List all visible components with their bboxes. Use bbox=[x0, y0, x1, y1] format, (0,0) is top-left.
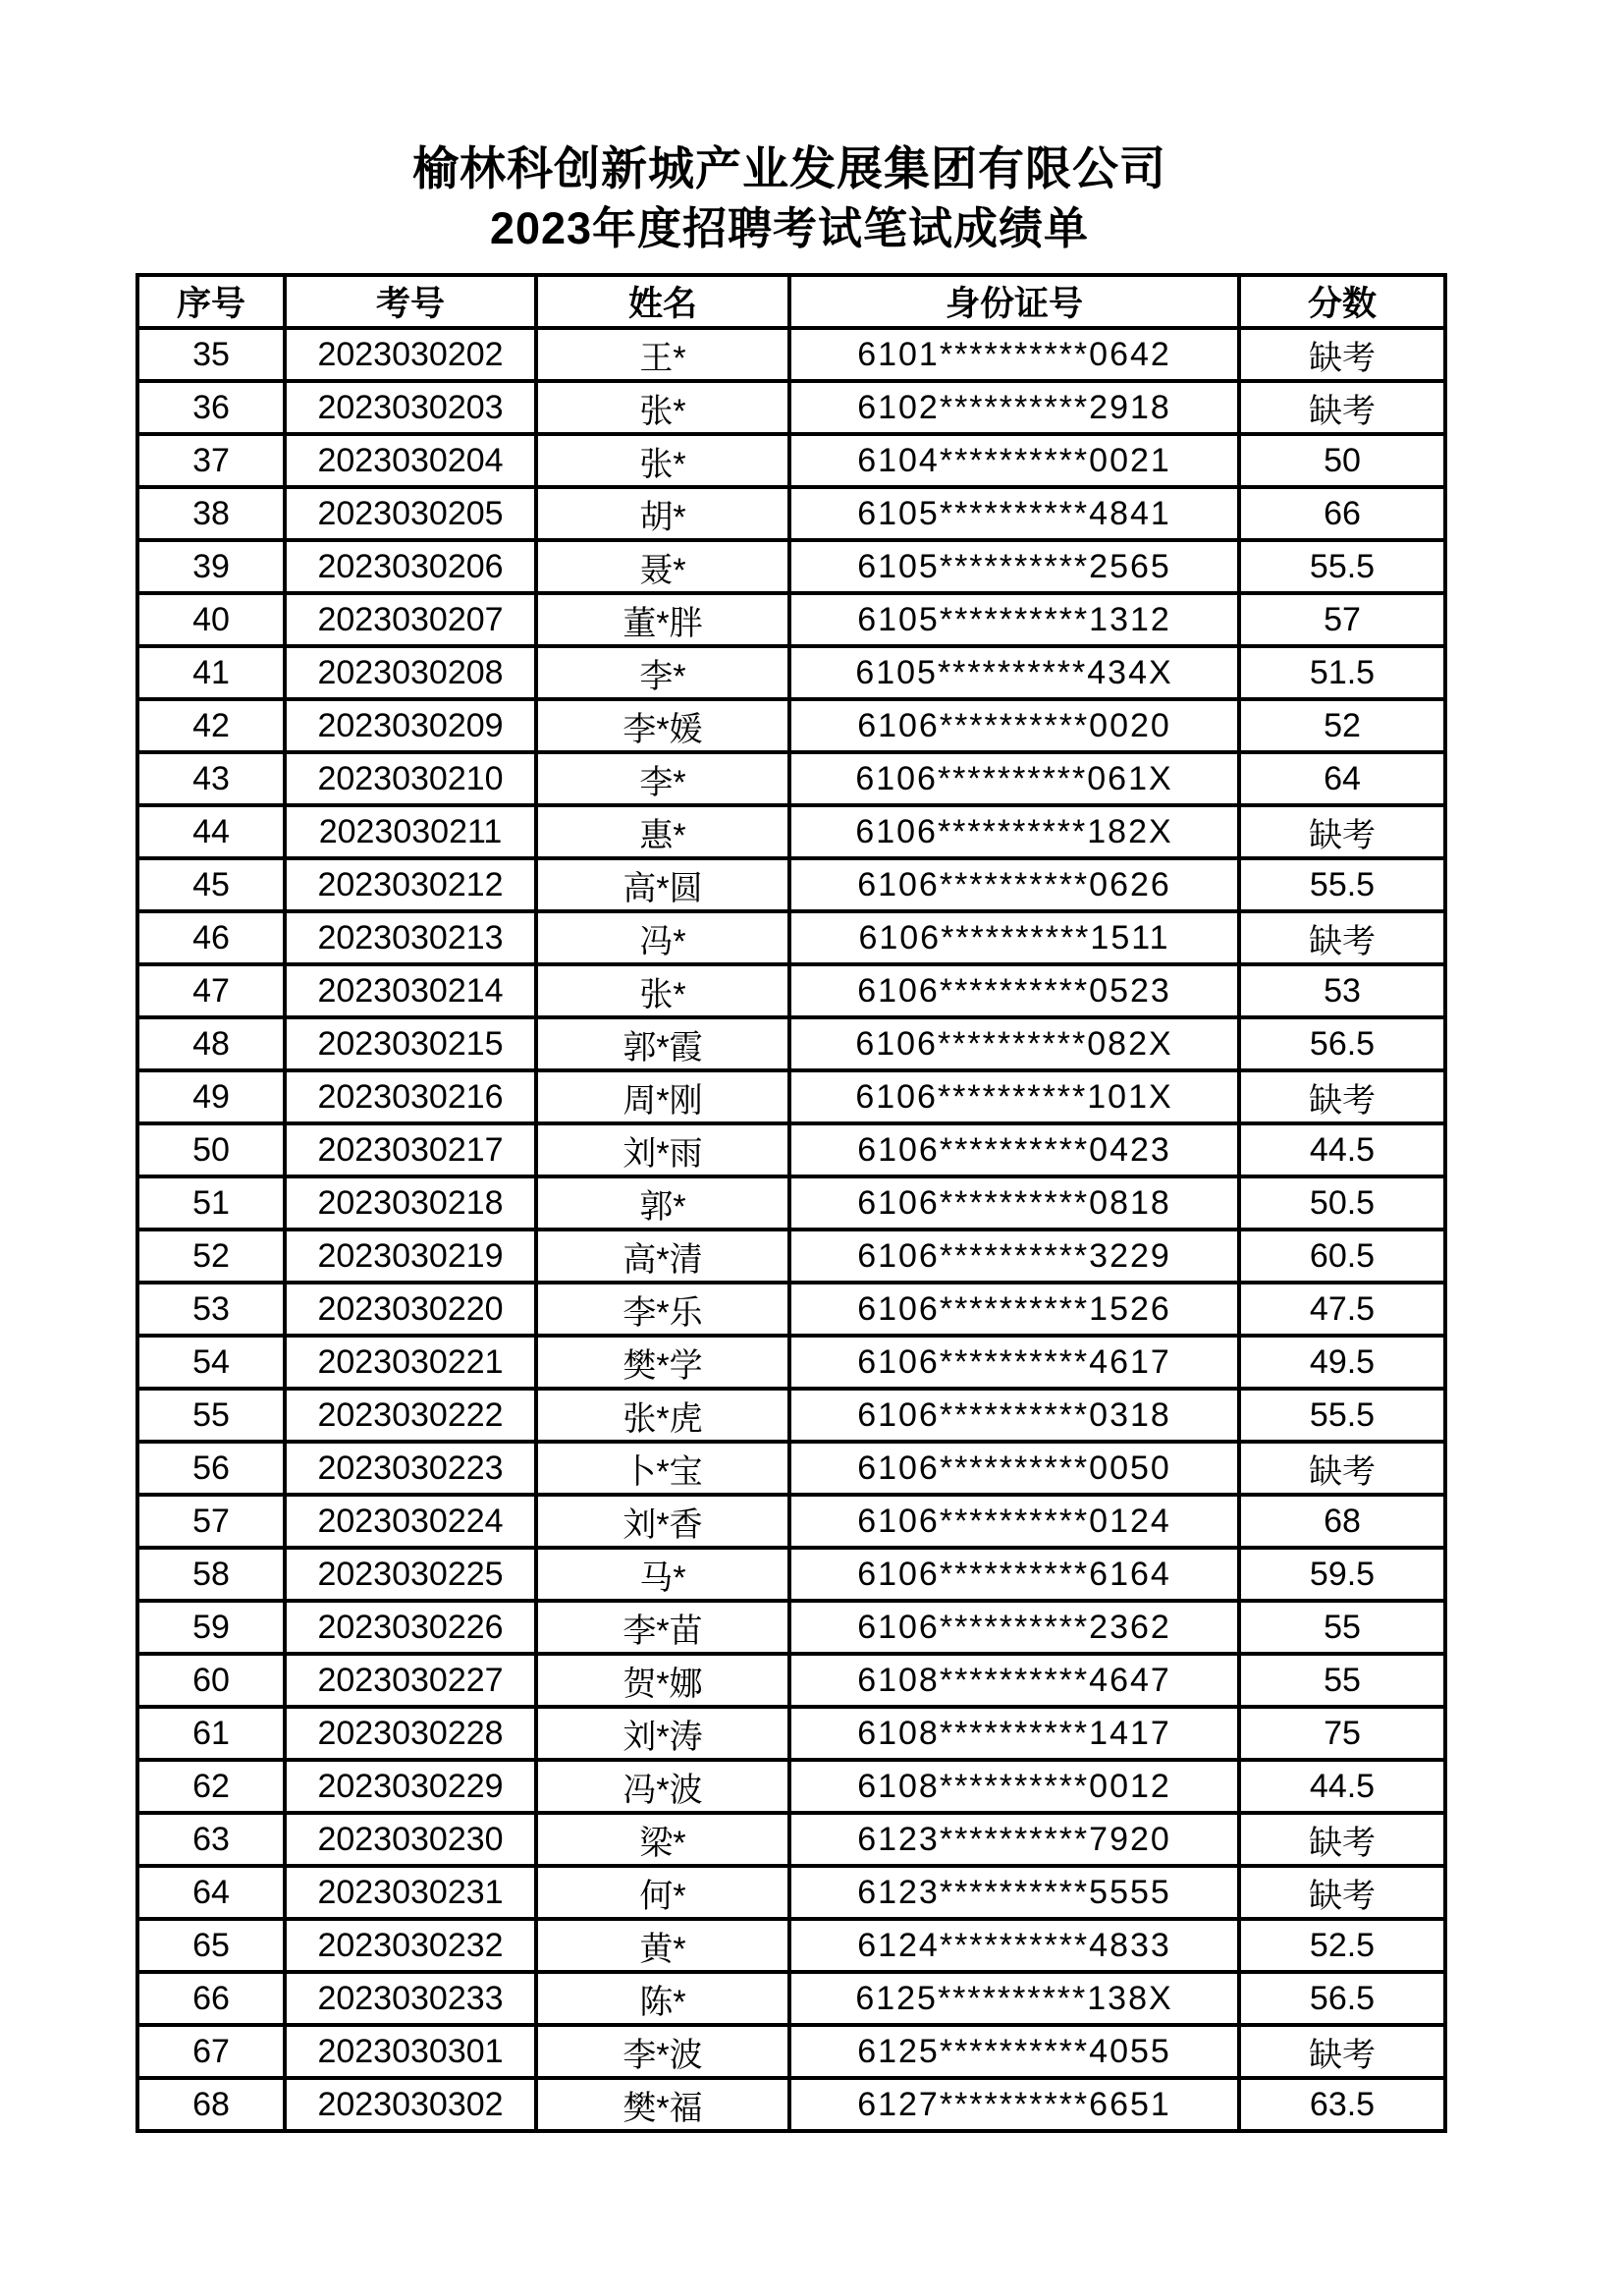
cell-name: 聂* bbox=[536, 540, 789, 593]
cell-id-number: 6102**********2918 bbox=[789, 381, 1239, 434]
cell-name: 董*胖 bbox=[536, 593, 789, 646]
cell-exam-no: 2023030206 bbox=[285, 540, 536, 593]
table-row bbox=[137, 1495, 1445, 1548]
cell-index: 62 bbox=[137, 1760, 285, 1813]
cell-exam-no: 2023030233 bbox=[285, 1972, 536, 2025]
table-row bbox=[137, 1283, 1445, 1336]
cell-index: 61 bbox=[137, 1707, 285, 1760]
cell-name: 贺*娜 bbox=[536, 1654, 789, 1707]
table-row bbox=[137, 540, 1445, 593]
cell-name: 张* bbox=[536, 964, 789, 1017]
table-row bbox=[137, 1123, 1445, 1176]
table-row bbox=[137, 381, 1445, 434]
cell-exam-no: 2023030215 bbox=[285, 1017, 536, 1070]
cell-name: 马* bbox=[536, 1548, 789, 1601]
cell-index: 45 bbox=[137, 858, 285, 911]
cell-name: 胡* bbox=[536, 487, 789, 540]
cell-score: 44.5 bbox=[1239, 1760, 1445, 1813]
table-row bbox=[137, 1760, 1445, 1813]
cell-score: 55.5 bbox=[1239, 540, 1445, 593]
cell-score: 缺考 bbox=[1239, 805, 1445, 858]
cell-exam-no: 2023030216 bbox=[285, 1070, 536, 1123]
cell-index: 50 bbox=[137, 1123, 285, 1176]
cell-score: 56.5 bbox=[1239, 1972, 1445, 2025]
cell-exam-no: 2023030209 bbox=[285, 699, 536, 752]
cell-exam-no: 2023030202 bbox=[285, 328, 536, 381]
table-row bbox=[137, 2078, 1445, 2131]
table-row bbox=[137, 1813, 1445, 1866]
cell-exam-no: 2023030226 bbox=[285, 1601, 536, 1654]
cell-index: 47 bbox=[137, 964, 285, 1017]
table-row bbox=[137, 1866, 1445, 1919]
cell-name: 黄* bbox=[536, 1919, 789, 1972]
cell-id-number: 6105**********434X bbox=[789, 646, 1239, 699]
cell-id-number: 6101**********0642 bbox=[789, 328, 1239, 381]
table-row bbox=[137, 1389, 1445, 1442]
cell-id-number: 6106**********0818 bbox=[789, 1176, 1239, 1230]
cell-exam-no: 2023030232 bbox=[285, 1919, 536, 1972]
cell-index: 52 bbox=[137, 1230, 285, 1283]
cell-id-number: 6106**********0626 bbox=[789, 858, 1239, 911]
cell-exam-no: 2023030207 bbox=[285, 593, 536, 646]
cell-score: 60.5 bbox=[1239, 1230, 1445, 1283]
cell-index: 57 bbox=[137, 1495, 285, 1548]
cell-index: 58 bbox=[137, 1548, 285, 1601]
cell-index: 68 bbox=[137, 2078, 285, 2131]
cell-id-number: 6106**********0020 bbox=[789, 699, 1239, 752]
cell-index: 42 bbox=[137, 699, 285, 752]
cell-score: 缺考 bbox=[1239, 1442, 1445, 1495]
cell-exam-no: 2023030217 bbox=[285, 1123, 536, 1176]
column-header-id-number: 身份证号 bbox=[789, 275, 1239, 328]
cell-index: 59 bbox=[137, 1601, 285, 1654]
cell-id-number: 6106**********0050 bbox=[789, 1442, 1239, 1495]
cell-score: 52.5 bbox=[1239, 1919, 1445, 1972]
cell-id-number: 6106**********1511 bbox=[789, 911, 1239, 964]
cell-exam-no: 2023030225 bbox=[285, 1548, 536, 1601]
cell-index: 64 bbox=[137, 1866, 285, 1919]
cell-score: 64 bbox=[1239, 752, 1445, 805]
cell-index: 54 bbox=[137, 1336, 285, 1389]
table-row bbox=[137, 699, 1445, 752]
header-row bbox=[137, 275, 1445, 328]
cell-name: 刘*香 bbox=[536, 1495, 789, 1548]
cell-exam-no: 2023030213 bbox=[285, 911, 536, 964]
cell-name: 樊*福 bbox=[536, 2078, 789, 2131]
cell-id-number: 6106**********0423 bbox=[789, 1123, 1239, 1176]
cell-exam-no: 2023030210 bbox=[285, 752, 536, 805]
cell-name: 李*苗 bbox=[536, 1601, 789, 1654]
cell-index: 43 bbox=[137, 752, 285, 805]
cell-score: 49.5 bbox=[1239, 1336, 1445, 1389]
cell-exam-no: 2023030222 bbox=[285, 1389, 536, 1442]
table-row bbox=[137, 1654, 1445, 1707]
cell-index: 46 bbox=[137, 911, 285, 964]
cell-id-number: 6106**********1526 bbox=[789, 1283, 1239, 1336]
column-header-score: 分数 bbox=[1239, 275, 1445, 328]
cell-index: 60 bbox=[137, 1654, 285, 1707]
cell-id-number: 6106**********2362 bbox=[789, 1601, 1239, 1654]
cell-index: 49 bbox=[137, 1070, 285, 1123]
document-title: 榆林科创新城产业发展集团有限公司 bbox=[412, 142, 1166, 194]
cell-score: 52 bbox=[1239, 699, 1445, 752]
cell-name: 高*圆 bbox=[536, 858, 789, 911]
cell-score: 59.5 bbox=[1239, 1548, 1445, 1601]
table-row bbox=[137, 487, 1445, 540]
table-row bbox=[137, 964, 1445, 1017]
cell-exam-no: 2023030221 bbox=[285, 1336, 536, 1389]
cell-exam-no: 2023030227 bbox=[285, 1654, 536, 1707]
cell-id-number: 6106**********4617 bbox=[789, 1336, 1239, 1389]
column-header-index: 序号 bbox=[137, 275, 285, 328]
cell-index: 51 bbox=[137, 1176, 285, 1230]
table-row bbox=[137, 805, 1445, 858]
cell-index: 39 bbox=[137, 540, 285, 593]
cell-name: 刘*涛 bbox=[536, 1707, 789, 1760]
column-header-name: 姓名 bbox=[536, 275, 789, 328]
cell-name: 卜*宝 bbox=[536, 1442, 789, 1495]
cell-index: 55 bbox=[137, 1389, 285, 1442]
table-row bbox=[137, 1548, 1445, 1601]
cell-exam-no: 2023030230 bbox=[285, 1813, 536, 1866]
table-row bbox=[137, 593, 1445, 646]
cell-name: 樊*学 bbox=[536, 1336, 789, 1389]
cell-name: 刘*雨 bbox=[536, 1123, 789, 1176]
cell-name: 冯*波 bbox=[536, 1760, 789, 1813]
cell-id-number: 6106**********082X bbox=[789, 1017, 1239, 1070]
cell-score: 47.5 bbox=[1239, 1283, 1445, 1336]
cell-index: 38 bbox=[137, 487, 285, 540]
cell-name: 郭*霞 bbox=[536, 1017, 789, 1070]
cell-id-number: 6125**********4055 bbox=[789, 2025, 1239, 2078]
cell-id-number: 6106**********101X bbox=[789, 1070, 1239, 1123]
cell-score: 缺考 bbox=[1239, 1866, 1445, 1919]
cell-score: 63.5 bbox=[1239, 2078, 1445, 2131]
table-row bbox=[137, 1176, 1445, 1230]
cell-exam-no: 2023030214 bbox=[285, 964, 536, 1017]
cell-id-number: 6124**********4833 bbox=[789, 1919, 1239, 1972]
cell-exam-no: 2023030211 bbox=[285, 805, 536, 858]
cell-name: 李* bbox=[536, 752, 789, 805]
cell-id-number: 6104**********0021 bbox=[789, 434, 1239, 487]
cell-index: 53 bbox=[137, 1283, 285, 1336]
cell-score: 55 bbox=[1239, 1601, 1445, 1654]
cell-name: 高*清 bbox=[536, 1230, 789, 1283]
cell-score: 50.5 bbox=[1239, 1176, 1445, 1230]
cell-score: 缺考 bbox=[1239, 1070, 1445, 1123]
cell-name: 李*媛 bbox=[536, 699, 789, 752]
score-table bbox=[135, 273, 1447, 2133]
cell-score: 53 bbox=[1239, 964, 1445, 1017]
cell-name: 郭* bbox=[536, 1176, 789, 1230]
cell-id-number: 6106**********3229 bbox=[789, 1230, 1239, 1283]
cell-id-number: 6105**********1312 bbox=[789, 593, 1239, 646]
cell-exam-no: 2023030208 bbox=[285, 646, 536, 699]
cell-index: 35 bbox=[137, 328, 285, 381]
cell-name: 何* bbox=[536, 1866, 789, 1919]
cell-score: 56.5 bbox=[1239, 1017, 1445, 1070]
table-row bbox=[137, 646, 1445, 699]
cell-score: 55 bbox=[1239, 1654, 1445, 1707]
cell-exam-no: 2023030302 bbox=[285, 2078, 536, 2131]
document-page bbox=[135, 0, 1443, 2133]
cell-exam-no: 2023030231 bbox=[285, 1866, 536, 1919]
document-subtitle: 2023年度招聘考试笔试成绩单 bbox=[489, 203, 1090, 253]
cell-name: 李* bbox=[536, 646, 789, 699]
cell-index: 63 bbox=[137, 1813, 285, 1866]
table-row bbox=[137, 1070, 1445, 1123]
cell-id-number: 6105**********4841 bbox=[789, 487, 1239, 540]
cell-score: 51.5 bbox=[1239, 646, 1445, 699]
cell-id-number: 6108**********0012 bbox=[789, 1760, 1239, 1813]
table-row bbox=[137, 752, 1445, 805]
cell-exam-no: 2023030223 bbox=[285, 1442, 536, 1495]
cell-id-number: 6106**********0124 bbox=[789, 1495, 1239, 1548]
cell-index: 44 bbox=[137, 805, 285, 858]
table-row bbox=[137, 1972, 1445, 2025]
cell-index: 37 bbox=[137, 434, 285, 487]
cell-index: 41 bbox=[137, 646, 285, 699]
table-row bbox=[137, 434, 1445, 487]
cell-name: 陈* bbox=[536, 1972, 789, 2025]
cell-score: 缺考 bbox=[1239, 1813, 1445, 1866]
cell-exam-no: 2023030219 bbox=[285, 1230, 536, 1283]
table-row bbox=[137, 1601, 1445, 1654]
cell-score: 57 bbox=[1239, 593, 1445, 646]
cell-exam-no: 2023030204 bbox=[285, 434, 536, 487]
cell-score: 66 bbox=[1239, 487, 1445, 540]
cell-exam-no: 2023030218 bbox=[285, 1176, 536, 1230]
cell-score: 68 bbox=[1239, 1495, 1445, 1548]
cell-name: 张* bbox=[536, 381, 789, 434]
cell-id-number: 6127**********6651 bbox=[789, 2078, 1239, 2131]
cell-name: 惠* bbox=[536, 805, 789, 858]
cell-id-number: 6106**********0318 bbox=[789, 1389, 1239, 1442]
table-row bbox=[137, 1017, 1445, 1070]
cell-exam-no: 2023030224 bbox=[285, 1495, 536, 1548]
cell-index: 36 bbox=[137, 381, 285, 434]
table-row bbox=[137, 1336, 1445, 1389]
cell-id-number: 6123**********5555 bbox=[789, 1866, 1239, 1919]
cell-index: 48 bbox=[137, 1017, 285, 1070]
cell-exam-no: 2023030203 bbox=[285, 381, 536, 434]
cell-id-number: 6108**********4647 bbox=[789, 1654, 1239, 1707]
cell-name: 李*波 bbox=[536, 2025, 789, 2078]
cell-exam-no: 2023030212 bbox=[285, 858, 536, 911]
table-row bbox=[137, 1442, 1445, 1495]
cell-index: 65 bbox=[137, 1919, 285, 1972]
column-header-exam-no: 考号 bbox=[285, 275, 536, 328]
cell-score: 44.5 bbox=[1239, 1123, 1445, 1176]
cell-id-number: 6105**********2565 bbox=[789, 540, 1239, 593]
score-table-header bbox=[137, 275, 1445, 328]
cell-exam-no: 2023030205 bbox=[285, 487, 536, 540]
cell-score: 缺考 bbox=[1239, 381, 1445, 434]
cell-exam-no: 2023030229 bbox=[285, 1760, 536, 1813]
cell-id-number: 6125**********138X bbox=[789, 1972, 1239, 2025]
cell-score: 缺考 bbox=[1239, 328, 1445, 381]
score-table-body bbox=[137, 328, 1445, 2131]
cell-name: 李*乐 bbox=[536, 1283, 789, 1336]
cell-id-number: 6106**********182X bbox=[789, 805, 1239, 858]
cell-score: 55.5 bbox=[1239, 1389, 1445, 1442]
cell-index: 67 bbox=[137, 2025, 285, 2078]
cell-id-number: 6106**********0523 bbox=[789, 964, 1239, 1017]
table-row bbox=[137, 2025, 1445, 2078]
cell-name: 王* bbox=[536, 328, 789, 381]
cell-id-number: 6123**********7920 bbox=[789, 1813, 1239, 1866]
cell-score: 55.5 bbox=[1239, 858, 1445, 911]
cell-score: 50 bbox=[1239, 434, 1445, 487]
cell-id-number: 6108**********1417 bbox=[789, 1707, 1239, 1760]
cell-id-number: 6106**********061X bbox=[789, 752, 1239, 805]
table-row bbox=[137, 911, 1445, 964]
cell-name: 张*虎 bbox=[536, 1389, 789, 1442]
cell-exam-no: 2023030220 bbox=[285, 1283, 536, 1336]
cell-exam-no: 2023030228 bbox=[285, 1707, 536, 1760]
table-row bbox=[137, 328, 1445, 381]
cell-name: 张* bbox=[536, 434, 789, 487]
table-row bbox=[137, 858, 1445, 911]
cell-name: 周*刚 bbox=[536, 1070, 789, 1123]
cell-score: 缺考 bbox=[1239, 911, 1445, 964]
table-row bbox=[137, 1230, 1445, 1283]
cell-score: 75 bbox=[1239, 1707, 1445, 1760]
cell-index: 66 bbox=[137, 1972, 285, 2025]
cell-index: 40 bbox=[137, 593, 285, 646]
cell-index: 56 bbox=[137, 1442, 285, 1495]
document-header bbox=[135, 0, 1443, 259]
cell-id-number: 6106**********6164 bbox=[789, 1548, 1239, 1601]
table-row bbox=[137, 1707, 1445, 1760]
cell-score: 缺考 bbox=[1239, 2025, 1445, 2078]
cell-name: 冯* bbox=[536, 911, 789, 964]
table-row bbox=[137, 1919, 1445, 1972]
cell-name: 梁* bbox=[536, 1813, 789, 1866]
cell-exam-no: 2023030301 bbox=[285, 2025, 536, 2078]
